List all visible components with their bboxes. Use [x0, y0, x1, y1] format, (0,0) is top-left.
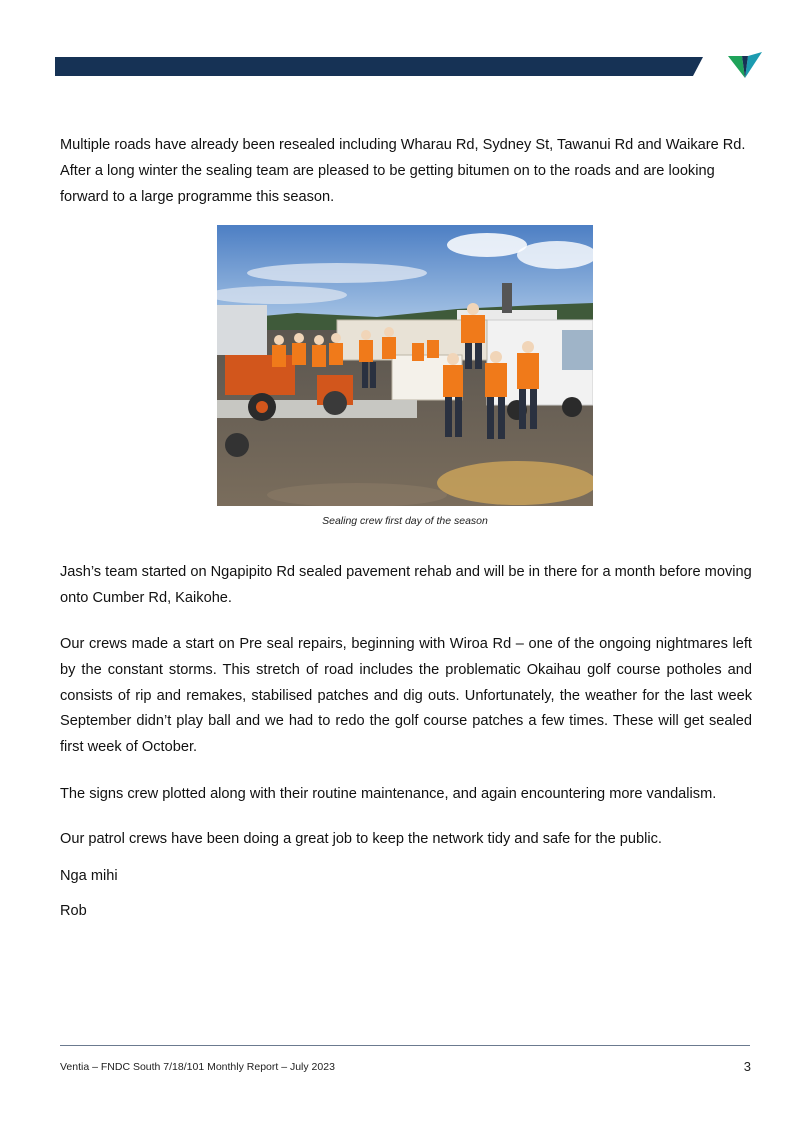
signs-crew-paragraph: The signs crew plotted along with their routine maintenance, and again encountering more vandalism.	[60, 786, 717, 802]
footer-report-title: Ventia – FNDC South 7/18/101 Monthly Report – July 2023	[60, 1061, 335, 1073]
sealing-crew-photo	[217, 225, 593, 506]
greeting: Nga mihi	[60, 868, 118, 884]
resealing-paragraph: Multiple roads have already been resealed including Wharau Rd, Sydney St, Tawanui Rd and Waikare Rd. After a long winter the sealing team are pleased to be getting bitumen on to the roads and are looking forward to a large programme this season.	[60, 137, 746, 205]
jash-team-paragraph: Jash’s team started on Ngapipito Rd sealed pavement rehab and will be in there for a month before moving onto Cumber Rd, Kaikohe.	[60, 564, 752, 606]
signoff: Rob	[60, 903, 87, 919]
photo-caption: Sealing crew first day of the season	[322, 515, 488, 527]
header-bar	[55, 57, 703, 76]
ventia-logo-icon	[728, 50, 762, 82]
footer-divider	[60, 1045, 750, 1046]
page-number: 3	[743, 1059, 751, 1074]
patrol-crews-paragraph: Our patrol crews have been doing a great job to keep the network tidy and safe for the public.	[60, 831, 662, 847]
preseal-repairs-paragraph: Our crews made a start on Pre seal repairs, beginning with Wiroa Rd – one of the ongoing nightmares left by the constant storms. This stretch of road includes the problematic Okaihau golf course potholes and consists of rip and remakes, stabilised patches and dig outs. Unfortunately, the weather for the last week September didn’t play ball and we had to redo the golf course patches a few times. These will get sealed first week of October.	[60, 636, 752, 756]
